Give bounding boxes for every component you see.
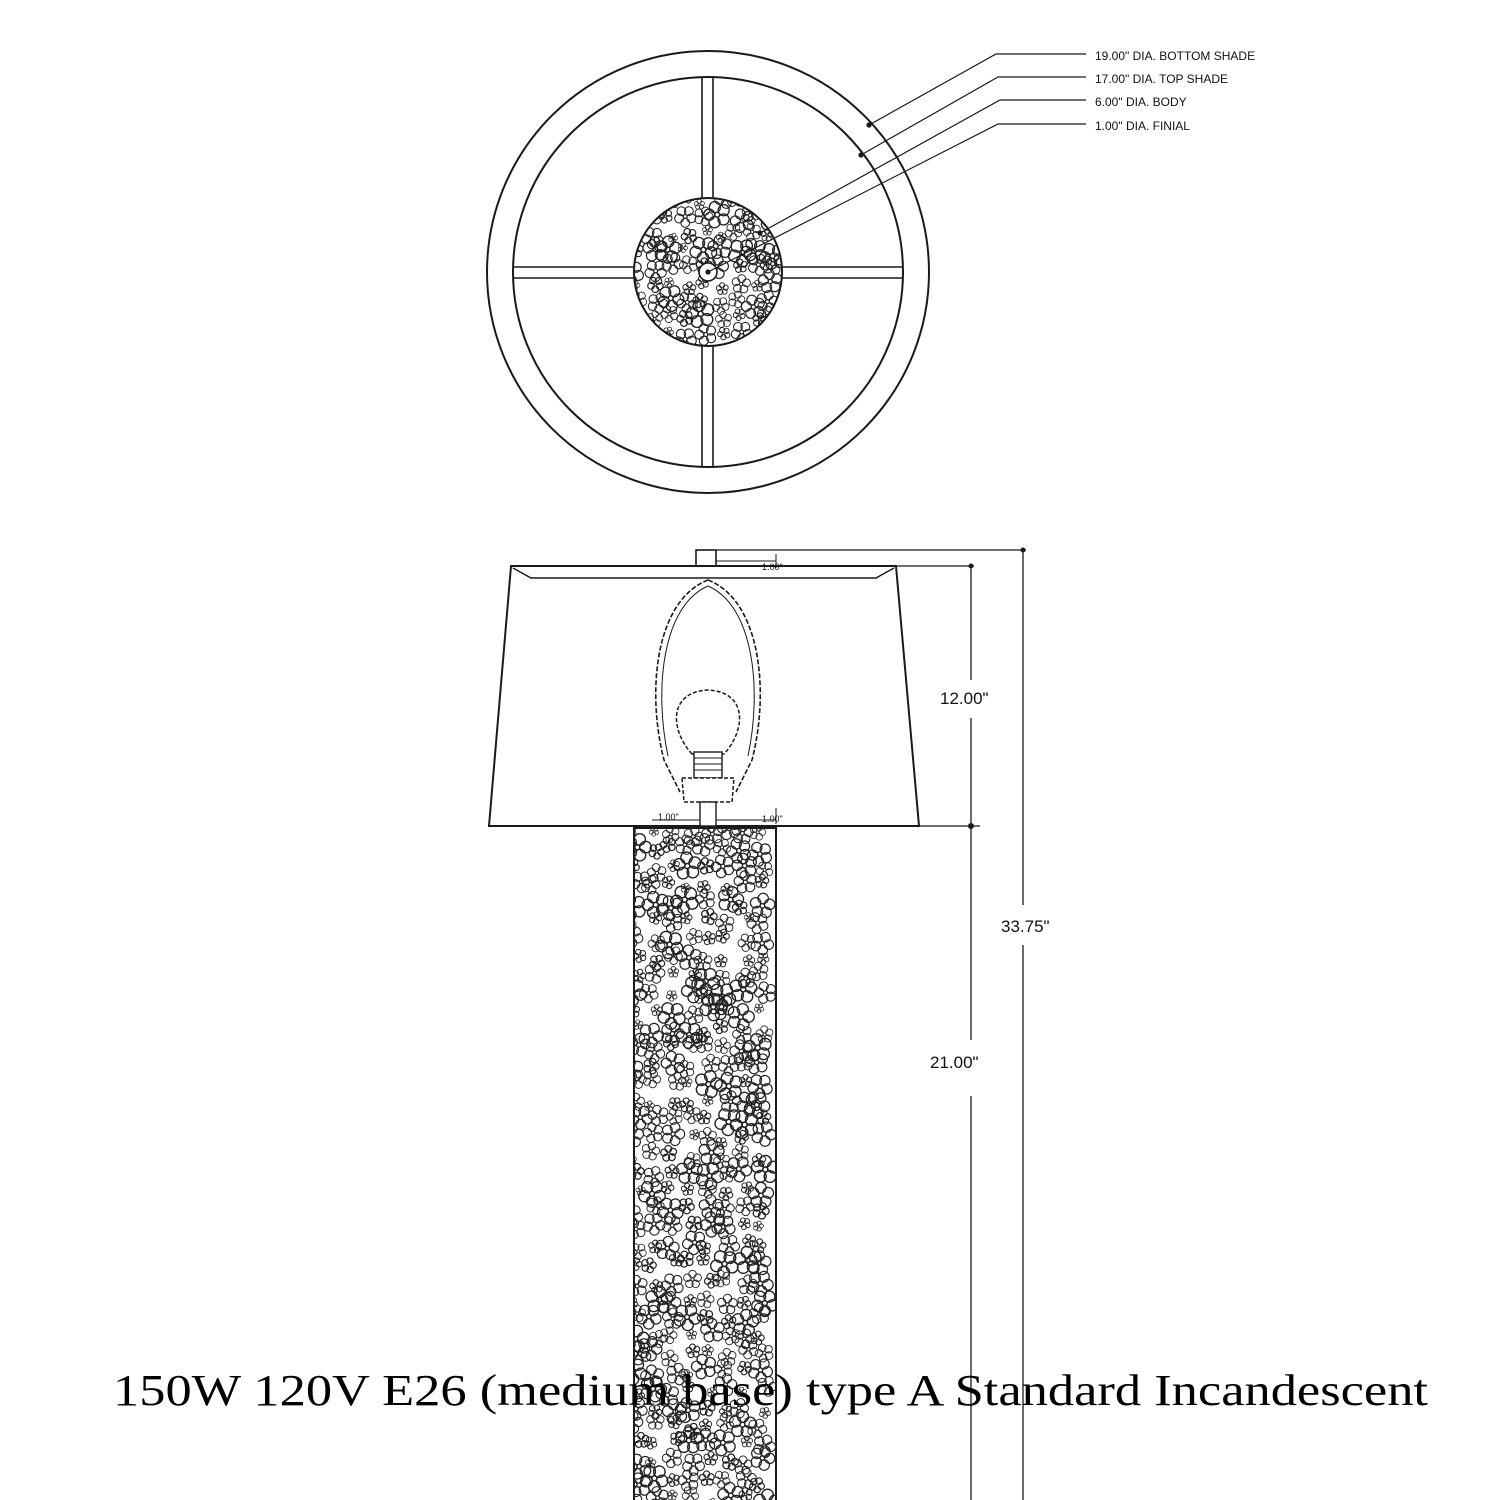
dim-body-height: 21.00"	[930, 1053, 979, 1072]
dim-finial-label: 1.00"	[762, 562, 783, 572]
flower-motif	[765, 332, 778, 345]
callout-body: 6.00" DIA. BODY	[1095, 95, 1187, 109]
dim-total-height: 33.75"	[1001, 917, 1050, 936]
top-view	[487, 49, 1255, 493]
flower-motif	[747, 189, 764, 206]
flower-motif	[759, 183, 783, 207]
callout-top-shade: 17.00" DIA. TOP SHADE	[1095, 72, 1228, 86]
dim-neck-left-label: 1.00"	[658, 812, 679, 822]
flower-motif	[624, 183, 650, 209]
dim-shade-height: 12.00"	[940, 689, 989, 708]
bulb-base	[694, 752, 722, 778]
flower-motif	[635, 189, 664, 218]
bulb-spec-caption: 150W 120V E26 (medium base) type A Standard Incandescent	[113, 1366, 1428, 1415]
flower-motif	[626, 311, 641, 326]
light-bulb	[676, 690, 739, 754]
side-view	[489, 548, 1050, 1500]
flower-motif	[622, 200, 651, 229]
flower-motif	[639, 325, 658, 344]
callout-bottom-shade: 19.00" DIA. BOTTOM SHADE	[1095, 49, 1256, 63]
flower-motif	[625, 327, 643, 345]
callout-finial: 1.00" DIA. FINIAL	[1095, 119, 1190, 133]
bulb-socket	[682, 778, 734, 802]
lamp-neck	[700, 802, 716, 826]
dim-neck-right-label: 1.00"	[762, 814, 783, 824]
flower-motif	[628, 228, 641, 241]
